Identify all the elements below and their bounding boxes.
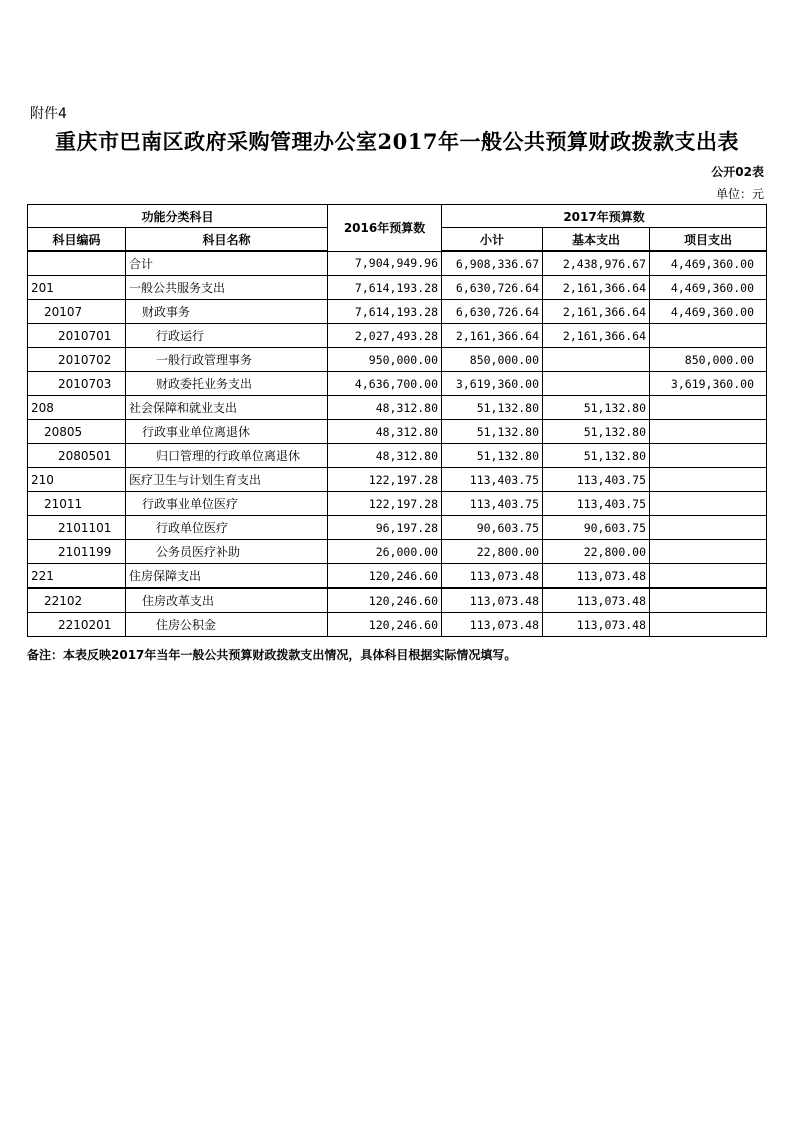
cell-subtotal: 850,000.00 xyxy=(442,348,543,372)
table-row xyxy=(28,396,767,420)
cell-project xyxy=(650,324,767,348)
table-row xyxy=(28,564,767,589)
cell-project: 850,000.00 xyxy=(650,348,767,372)
cell-name: 医疗卫生与计划生育支出 xyxy=(126,468,328,492)
cell-name: 公务员医疗补助 xyxy=(126,540,328,564)
cell-name: 行政事业单位医疗 xyxy=(126,492,328,516)
cell-project: 4,469,360.00 xyxy=(650,276,767,300)
attachment-label: 附件4 xyxy=(30,106,67,122)
cell-basic: 2,161,366.64 xyxy=(543,276,650,300)
table-row xyxy=(28,251,767,276)
table-body xyxy=(28,251,767,637)
cell-code: 208 xyxy=(28,396,126,420)
cell-code: 2010701 xyxy=(28,324,126,348)
cell-budget-2016: 48,312.80 xyxy=(328,444,442,468)
cell-budget-2016: 48,312.80 xyxy=(328,420,442,444)
cell-project: 4,469,360.00 xyxy=(650,251,767,276)
table-row xyxy=(28,276,767,300)
cell-project xyxy=(650,540,767,564)
cell-basic xyxy=(543,372,650,396)
table-code: 公开02表 xyxy=(711,165,764,179)
table-row xyxy=(28,420,767,444)
cell-budget-2016: 4,636,700.00 xyxy=(328,372,442,396)
cell-name: 归口管理的行政单位离退休 xyxy=(126,444,328,468)
cell-code: 20805 xyxy=(28,420,126,444)
cell-name: 行政事业单位离退休 xyxy=(126,420,328,444)
cell-subtotal: 113,073.48 xyxy=(442,564,543,589)
cell-basic: 113,073.48 xyxy=(543,588,650,613)
cell-budget-2016: 122,197.28 xyxy=(328,492,442,516)
cell-name: 住房改革支出 xyxy=(126,588,328,613)
cell-name: 行政运行 xyxy=(126,324,328,348)
table-row xyxy=(28,588,767,613)
table-row xyxy=(28,540,767,564)
cell-project xyxy=(650,516,767,540)
page-title: 重庆市巴南区政府采购管理办公室2017年一般公共预算财政拨款支出表 xyxy=(55,129,739,154)
table-row xyxy=(28,300,767,324)
cell-budget-2016: 48,312.80 xyxy=(328,396,442,420)
cell-project xyxy=(650,444,767,468)
cell-budget-2016: 7,614,193.28 xyxy=(328,276,442,300)
cell-budget-2016: 96,197.28 xyxy=(328,516,442,540)
cell-code: 210 xyxy=(28,468,126,492)
cell-name: 一般行政管理事务 xyxy=(126,348,328,372)
cell-subtotal: 90,603.75 xyxy=(442,516,543,540)
cell-budget-2016: 7,614,193.28 xyxy=(328,300,442,324)
header-name: 科目名称 xyxy=(126,228,328,252)
header-subtotal: 小计 xyxy=(442,228,543,252)
cell-budget-2016: 26,000.00 xyxy=(328,540,442,564)
cell-project xyxy=(650,396,767,420)
header-code: 科目编码 xyxy=(28,228,126,252)
cell-basic: 2,161,366.64 xyxy=(543,324,650,348)
cell-name: 住房公积金 xyxy=(126,613,328,637)
cell-subtotal: 113,403.75 xyxy=(442,468,543,492)
cell-subtotal: 113,403.75 xyxy=(442,492,543,516)
header-budget-2017: 2017年预算数 xyxy=(442,205,767,228)
cell-subtotal: 113,073.48 xyxy=(442,613,543,637)
cell-budget-2016: 950,000.00 xyxy=(328,348,442,372)
cell-subtotal: 6,908,336.67 xyxy=(442,251,543,276)
header-func-class: 功能分类科目 xyxy=(28,205,328,228)
cell-basic: 113,073.48 xyxy=(543,564,650,589)
table-row xyxy=(28,444,767,468)
cell-project xyxy=(650,588,767,613)
cell-subtotal: 22,800.00 xyxy=(442,540,543,564)
cell-project xyxy=(650,613,767,637)
cell-budget-2016: 122,197.28 xyxy=(328,468,442,492)
cell-subtotal: 6,630,726.64 xyxy=(442,276,543,300)
table-row xyxy=(28,324,767,348)
cell-subtotal: 6,630,726.64 xyxy=(442,300,543,324)
cell-code xyxy=(28,251,126,276)
cell-subtotal: 2,161,366.64 xyxy=(442,324,543,348)
cell-code: 201 xyxy=(28,276,126,300)
cell-subtotal: 51,132.80 xyxy=(442,444,543,468)
expenditure-table xyxy=(27,204,767,637)
cell-name: 社会保障和就业支出 xyxy=(126,396,328,420)
cell-basic: 22,800.00 xyxy=(543,540,650,564)
cell-budget-2016: 2,027,493.28 xyxy=(328,324,442,348)
cell-code: 22102 xyxy=(28,588,126,613)
table-row xyxy=(28,613,767,637)
cell-name: 一般公共服务支出 xyxy=(126,276,328,300)
cell-basic: 51,132.80 xyxy=(543,420,650,444)
header-basic: 基本支出 xyxy=(543,228,650,252)
header-project: 项目支出 xyxy=(650,228,767,252)
table-row xyxy=(28,468,767,492)
cell-code: 2101101 xyxy=(28,516,126,540)
table-row xyxy=(28,348,767,372)
cell-code: 2080501 xyxy=(28,444,126,468)
cell-basic: 51,132.80 xyxy=(543,444,650,468)
cell-budget-2016: 120,246.60 xyxy=(328,588,442,613)
cell-basic: 113,403.75 xyxy=(543,492,650,516)
cell-name: 行政单位医疗 xyxy=(126,516,328,540)
cell-subtotal: 3,619,360.00 xyxy=(442,372,543,396)
cell-code: 2010702 xyxy=(28,348,126,372)
cell-name: 财政事务 xyxy=(126,300,328,324)
cell-project: 3,619,360.00 xyxy=(650,372,767,396)
cell-code: 21011 xyxy=(28,492,126,516)
cell-basic xyxy=(543,348,650,372)
cell-name: 合计 xyxy=(126,251,328,276)
cell-project: 4,469,360.00 xyxy=(650,300,767,324)
cell-code: 20107 xyxy=(28,300,126,324)
cell-budget-2016: 120,246.60 xyxy=(328,613,442,637)
footnote: 备注：本表反映2017年当年一般公共预算财政拨款支出情况，具体科目根据实际情况填写。 xyxy=(27,648,517,662)
cell-project xyxy=(650,492,767,516)
cell-budget-2016: 120,246.60 xyxy=(328,564,442,589)
cell-name: 住房保障支出 xyxy=(126,564,328,589)
cell-subtotal: 51,132.80 xyxy=(442,396,543,420)
cell-subtotal: 51,132.80 xyxy=(442,420,543,444)
cell-code: 2101199 xyxy=(28,540,126,564)
cell-basic: 113,073.48 xyxy=(543,613,650,637)
cell-name: 财政委托业务支出 xyxy=(126,372,328,396)
cell-code: 2210201 xyxy=(28,613,126,637)
cell-project xyxy=(650,468,767,492)
cell-basic: 51,132.80 xyxy=(543,396,650,420)
table-row xyxy=(28,492,767,516)
cell-basic: 90,603.75 xyxy=(543,516,650,540)
table-row xyxy=(28,516,767,540)
cell-code: 2010703 xyxy=(28,372,126,396)
cell-basic: 113,403.75 xyxy=(543,468,650,492)
cell-code: 221 xyxy=(28,564,126,589)
header-budget-2016: 2016年预算数 xyxy=(328,205,442,252)
cell-basic: 2,438,976.67 xyxy=(543,251,650,276)
cell-project xyxy=(650,564,767,589)
unit-label: 单位：元 xyxy=(715,187,764,201)
cell-subtotal: 113,073.48 xyxy=(442,588,543,613)
cell-basic: 2,161,366.64 xyxy=(543,300,650,324)
cell-project xyxy=(650,420,767,444)
table-row xyxy=(28,372,767,396)
cell-budget-2016: 7,904,949.96 xyxy=(328,251,442,276)
